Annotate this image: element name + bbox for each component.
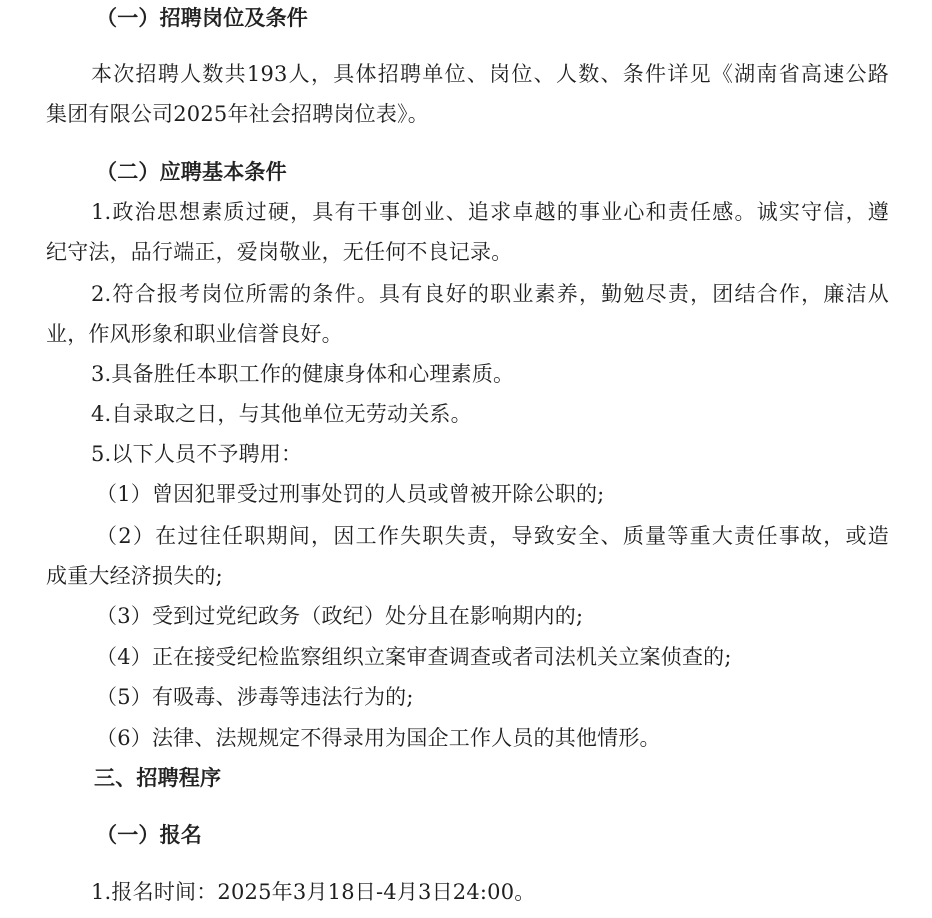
paragraph-recruitment-count-line1: 本次招聘人数共193人，具体招聘单位、岗位、人数、条件详见《湖南省高速公路 xyxy=(91,62,889,86)
registration-time: 1.报名时间：2025年3月18日-4月3日24:00。 xyxy=(91,880,536,904)
exclusion-5: （5）有吸毒、涉毒等违法行为的; xyxy=(96,685,414,709)
exclusion-4: （4）正在接受纪检监察组织立案审查调查或者司法机关立案侦查的; xyxy=(96,645,732,669)
exclusion-1: （1）曾因犯罪受过刑事处罚的人员或曾被开除公职的; xyxy=(96,482,605,506)
paragraph-recruitment-count-line2: 集团有限公司2025年社会招聘岗位表》。 xyxy=(46,102,429,126)
condition-2-line1: 2.符合报考岗位所需的条件。具有良好的职业素养，勤勉尽责，团结合作，廉洁从 xyxy=(91,282,889,306)
condition-4: 4.自录取之日，与其他单位无劳动关系。 xyxy=(91,402,472,426)
condition-5: 5.以下人员不予聘用： xyxy=(91,442,303,466)
section-heading-basic-conditions: （二）应聘基本条件 xyxy=(96,160,287,184)
exclusion-3: （3）受到过党纪政务（政纪）处分且在影响期内的; xyxy=(96,604,584,628)
exclusion-2-line1: （2）在过往任职期间，因工作失职失责，导致安全、质量等重大责任事故，或造 xyxy=(96,524,889,548)
subsection-heading-registration: （一）报名 xyxy=(96,823,202,847)
condition-1-line2: 纪守法，品行端正，爱岗敬业，无任何不良记录。 xyxy=(46,240,513,264)
condition-3: 3.具备胜任本职工作的健康身体和心理素质。 xyxy=(91,362,515,386)
exclusion-6: （6）法律、法规规定不得录用为国企工作人员的其他情形。 xyxy=(96,726,661,750)
section-heading-recruitment-procedure: 三、招聘程序 xyxy=(94,766,222,790)
section-heading-positions: （一）招聘岗位及条件 xyxy=(96,6,308,30)
condition-1-line1: 1.政治思想素质过硬，具有干事创业、追求卓越的事业心和责任感。诚实守信，遵 xyxy=(91,200,889,224)
exclusion-2-line2: 成重大经济损失的; xyxy=(46,564,223,588)
condition-2-line2: 业，作风形象和职业信誉良好。 xyxy=(46,322,343,346)
